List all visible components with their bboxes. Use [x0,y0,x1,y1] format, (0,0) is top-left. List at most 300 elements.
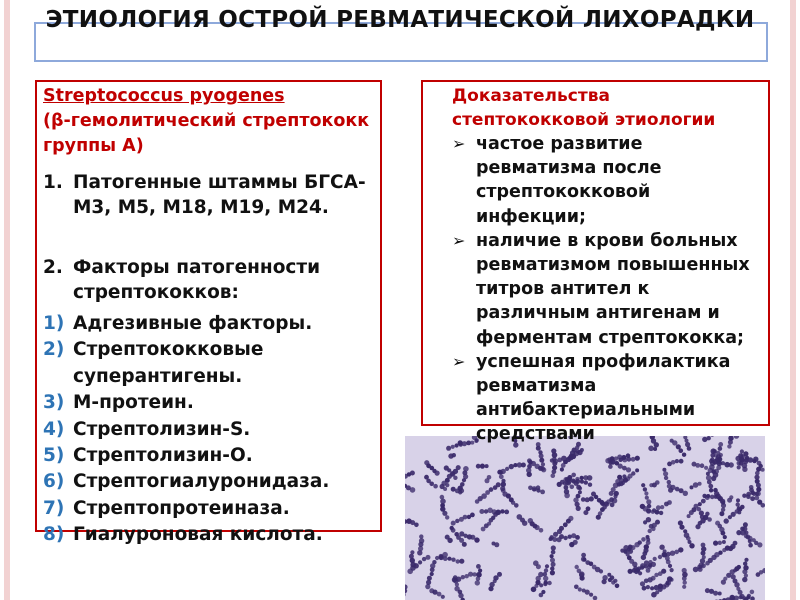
factor-number: 8) [43,524,65,546]
coccus-cell [484,509,488,513]
coccus-cell [743,562,747,566]
factor-text: Стрептолизин-S. [73,418,251,440]
coccus-cell [675,459,679,463]
coccus-cell [602,579,607,584]
coccus-cell [628,569,633,574]
coccus-cell [475,580,480,585]
factor-text: Гиалуроновая кислота. [73,524,323,546]
coccus-cell [580,448,584,452]
coccus-cell [418,560,422,564]
coccus-cell [704,466,708,470]
factor-text: Стрептопротеиназа. [73,497,290,519]
coccus-cell [736,502,740,506]
coccus-cell [584,480,588,484]
coccus-cell [690,485,694,489]
coccus-cell [550,570,555,575]
factor-number: 7) [43,497,65,519]
evidence-item [452,132,762,229]
coccus-cell [670,485,675,490]
coccus-cell [580,576,584,580]
coccus-cell [543,582,547,586]
coccus-cell [424,460,429,465]
coccus-cell [456,465,461,470]
coccus-cell [459,559,464,564]
item-text: Патогенные штаммы БГСА- М3, М5, М18, М19, М24. [73,172,366,218]
arrow-bullet-icon: ➢ [452,230,466,250]
coccus-cell [750,496,755,501]
coccus-cell [635,468,639,472]
coccus-cell [715,458,719,462]
coccus-cell [487,475,492,480]
coccus-cell [581,497,586,502]
coccus-cell [536,488,540,492]
coccus-cell [628,549,633,554]
coccus-cell [551,550,556,555]
coccus-cell [550,458,554,462]
coccus-cell [451,521,456,526]
coccus-cell [458,486,463,491]
coccus-cell [577,569,582,574]
coccus-cell [536,564,541,569]
coccus-cell [644,491,648,495]
coccus-cell [528,460,533,465]
coccus-cell [541,590,545,594]
numbered-item [43,170,378,220]
coccus-cell [450,526,454,530]
coccus-cell [597,498,602,503]
coccus-cell [711,476,716,481]
coccus-cell [445,483,449,487]
coccus-cell [596,515,601,520]
coccus-cell [540,490,545,495]
coccus-cell [721,531,726,536]
coccus-cell [709,488,713,492]
coccus-cell [723,577,727,581]
coccus-cell [743,522,748,527]
coccus-cell [551,473,556,478]
coccus-cell [647,504,651,508]
coccus-cell [718,446,723,451]
coccus-cell [517,514,523,520]
coccus-cell [527,464,532,469]
coccus-cell [551,562,556,567]
coccus-cell [568,535,572,539]
coccus-cell [653,557,657,561]
coccus-cell [708,484,713,489]
coccus-cell [443,487,447,491]
coccus-cell [714,454,718,458]
coccus-cell [575,479,580,484]
coccus-cell [641,483,645,487]
coccus-cell [664,476,668,480]
coccus-cell [719,511,724,516]
coccus-cell [459,531,464,536]
coccus-cell [544,568,548,572]
coccus-cell [501,488,506,493]
coccus-cell [701,543,706,548]
factor-item [43,417,373,443]
coccus-cell [643,487,647,491]
coccus-cell [634,569,639,574]
coccus-cell [497,470,502,475]
coccus-cell [479,509,484,514]
coccus-cell [711,469,716,474]
coccus-cell [689,543,694,548]
coccus-cell [647,565,652,570]
coccus-cell [667,500,672,505]
coccus-cell [631,471,635,475]
coccus-cell [705,561,710,566]
coccus-cell [588,483,592,487]
coccus-cell [430,572,434,576]
coccus-cell [707,480,712,485]
coccus-cell [550,554,554,558]
coccus-cell [679,459,684,464]
coccus-cell [583,510,588,515]
coccus-cell [424,475,429,480]
coccus-cell [658,555,662,559]
coccus-cell [581,557,586,562]
coccus-cell [642,586,647,591]
numbered-item [43,255,378,305]
factor-item [43,496,373,522]
coccus-cell [742,467,747,472]
coccus-cell [619,481,624,486]
coccus-cell [559,526,564,531]
coccus-cell [670,578,674,582]
coccus-cell [620,549,624,553]
coccus-cell [541,462,545,466]
coccus-cell [705,495,710,500]
coccus-cell [417,550,422,555]
coccus-cell [607,457,612,462]
evidence-text: успешная профилактика ревматизма антибактериальными средствами [476,351,731,445]
coccus-cell [670,568,674,572]
coccus-cell [582,589,586,593]
coccus-cell [700,515,705,520]
coccus-cell [635,456,640,461]
coccus-cell [737,465,741,469]
coccus-cell [539,583,543,587]
coccus-cell [668,564,672,568]
coccus-cell [451,558,455,562]
coccus-cell [478,569,482,573]
coccus-cell [463,515,468,520]
coccus-cell [559,534,564,539]
pathogen-heading [43,84,373,159]
coccus-cell [750,590,755,595]
factor-number: 3) [43,392,65,414]
evidence-text: частое развитие ревматизма после стрептококковой инфекции; [476,134,662,227]
coccus-cell [724,518,729,523]
coccus-cell [611,580,615,584]
factor-number: 1) [43,313,65,334]
coccus-cell [458,593,463,598]
coccus-cell [649,524,654,529]
coccus-cell [742,494,746,498]
coccus-cell [693,567,699,573]
coccus-cell [693,482,699,488]
factor-item [43,390,373,416]
coccus-cell [499,474,504,479]
coccus-cell [683,580,687,584]
coccus-cell [578,587,582,591]
factor-text: Адгезивные факторы. [73,313,313,334]
coccus-cell [447,538,452,543]
evidence-item [452,350,762,447]
coccus-cell [568,477,572,481]
coccus-cell [736,498,740,502]
coccus-cell [462,478,466,482]
coccus-cell [738,453,743,458]
coccus-cell [410,550,414,554]
coccus-cell [663,471,668,476]
coccus-cell [678,520,683,525]
coccus-cell [569,542,574,547]
coccus-cell [575,565,579,569]
coccus-cell [504,510,509,515]
coccus-cell [444,465,449,470]
coccus-cell [649,483,653,487]
factor-number: 2) [43,339,65,361]
coccus-cell [750,490,755,495]
coccus-cell [560,467,564,471]
factor-text: М-протеин. [73,392,194,414]
coccus-cell [667,480,671,484]
coccus-cell [447,557,451,561]
coccus-cell [643,520,647,524]
coccus-cell [682,453,686,457]
coccus-cell [574,585,579,590]
coccus-cell [599,569,603,573]
factor-item [43,443,373,469]
factor-item [43,337,373,390]
coccus-cell [539,458,544,463]
pathogenicity-factors-list [43,311,373,549]
coccus-cell [682,585,686,589]
coccus-cell [610,502,615,507]
item-number: 1. [43,172,63,193]
coccus-cell [757,500,762,505]
coccus-cell [743,565,748,570]
coccus-cell [496,482,501,487]
coccus-cell [646,538,650,542]
coccus-cell [576,494,581,499]
coccus-cell [578,490,582,494]
coccus-cell [497,572,502,577]
coccus-cell [701,499,706,504]
coccus-cell [722,548,726,552]
coccus-cell [615,584,620,589]
coccus-cell [723,535,727,539]
coccus-cell [654,585,659,590]
coccus-cell [749,485,754,490]
coccus-cell [754,496,759,501]
coccus-cell [476,564,481,569]
coccus-cell [748,543,753,548]
coccus-cell [678,547,683,552]
coccus-cell [742,577,747,582]
factor-number: 5) [43,445,65,467]
coccus-cell [731,574,736,579]
coccus-cell [545,564,549,568]
coccus-cell [682,576,687,581]
factor-item [43,311,373,337]
coccus-cell [429,588,434,593]
coccus-cell [600,507,605,512]
coccus-cell [659,511,663,515]
coccus-cell [441,595,445,599]
coccus-cell [426,555,431,560]
evidence-heading: Доказательства стептококковой этиологии [452,86,716,130]
coccus-cell [433,484,438,489]
coccus-cell [683,529,687,533]
coccus-cell [583,475,588,480]
coccus-cell [761,468,765,472]
bacteria-micrograph-image [405,436,765,600]
coccus-cell [608,464,613,469]
coccus-cell [461,575,465,579]
coccus-cell [547,581,551,585]
coccus-cell [656,505,661,510]
arrow-bullet-icon: ➢ [452,134,466,153]
coccus-cell [718,541,722,545]
coccus-cell [540,466,545,471]
coccus-cell [454,532,459,537]
coccus-cell [744,558,748,562]
coccus-cell [580,480,584,484]
arrow-bullet-icon: ➢ [452,351,466,371]
coccus-cell [712,449,717,454]
coccus-cell [458,490,462,494]
coccus-cell [729,462,734,467]
coccus-cell [550,535,554,539]
evidence-text: наличие в крови больных ревматизмом повышенных титров антител к различным антигенам и ферментам стрептококка; [476,230,750,348]
coccus-cell [494,542,499,547]
coccus-cell [698,482,702,486]
coccus-cell [646,508,651,513]
evidence-list [452,132,762,447]
coccus-cell [702,555,706,559]
coccus-cell [532,486,537,491]
coccus-cell [621,455,626,460]
coccus-cell [580,476,584,480]
coccus-cell [563,482,567,486]
coccus-cell [552,469,557,474]
coccus-cell [713,541,718,546]
coccus-cell [550,566,554,570]
coccus-cell [718,592,722,596]
coccus-cell [651,576,656,581]
coccus-cell [747,594,751,598]
coccus-cell [743,451,748,456]
coccus-cell [648,560,652,564]
coccus-cell [446,446,451,451]
coccus-cell [650,586,654,590]
item-number: 2. [43,257,63,278]
coccus-cell [700,558,705,563]
evidence-item [452,229,762,350]
coccus-cell [456,559,460,563]
organism-name: Streptococcus pyogenes [43,86,285,106]
coccus-cell [733,541,738,546]
coccus-cell [648,529,652,533]
right-decor-stripe [790,0,796,600]
factor-number: 6) [43,471,65,493]
coccus-cell [622,474,626,478]
coccus-cell [538,572,543,577]
coccus-cell [737,565,741,569]
organism-description: (β-гемолитический стрептококк группы А) [43,111,370,156]
coccus-cell [564,460,568,464]
coccus-cell [628,545,633,550]
coccus-cell [662,468,666,472]
coccus-cell [740,530,746,536]
coccus-cell [645,496,649,500]
coccus-cell [550,558,555,563]
coccus-cell [570,485,575,490]
coccus-cell [567,456,571,460]
coccus-cell [663,549,667,553]
factor-text: Стрептогиалуронидаза. [73,471,330,493]
factor-item [43,522,373,548]
factor-item [43,469,373,495]
coccus-cell [740,505,745,510]
coccus-cell [700,463,705,468]
coccus-cell [671,460,676,465]
coccus-cell [543,576,548,581]
coccus-cell [487,508,493,514]
item-text: Факторы патогенности стрептококков: [73,257,321,303]
coccus-cell [646,499,651,504]
coccus-cell [722,540,726,544]
coccus-cell [425,584,430,589]
coccus-cell [509,464,514,469]
coccus-cell [740,449,744,453]
coccus-cell [528,518,533,523]
coccus-cell [727,498,732,503]
coccus-cell [659,545,664,550]
left-decor-stripe [4,0,10,600]
coccus-cell [666,581,670,585]
coccus-cell [646,585,650,589]
coccus-cell [661,569,666,574]
coccus-cell [695,463,700,468]
coccus-cell [414,523,419,528]
coccus-cell [737,461,742,466]
coccus-cell [470,513,475,518]
coccus-cell [746,494,751,499]
factor-text: Стрептококковые суперантигены. [73,339,264,387]
coccus-cell [409,554,414,559]
coccus-cell [705,588,710,593]
factor-number: 4) [43,418,65,440]
coccus-cell [568,516,573,521]
coccus-cell [679,448,684,453]
coccus-cell [455,519,459,523]
coccus-cell [755,492,760,497]
coccus-cell [450,472,455,477]
coccus-cell [721,501,725,505]
coccus-cell [735,509,739,513]
page-title: ЭТИОЛОГИЯ ОСТРОЙ РЕВМАТИЧЕСКОЙ ЛИХОРАДКИ [45,7,755,33]
coccus-cell [687,514,691,518]
coccus-cell [430,567,435,572]
coccus-cell [564,485,569,490]
coccus-cell [567,481,571,485]
coccus-cell [670,551,675,556]
factor-text: Стрептолизин-О. [73,445,253,467]
